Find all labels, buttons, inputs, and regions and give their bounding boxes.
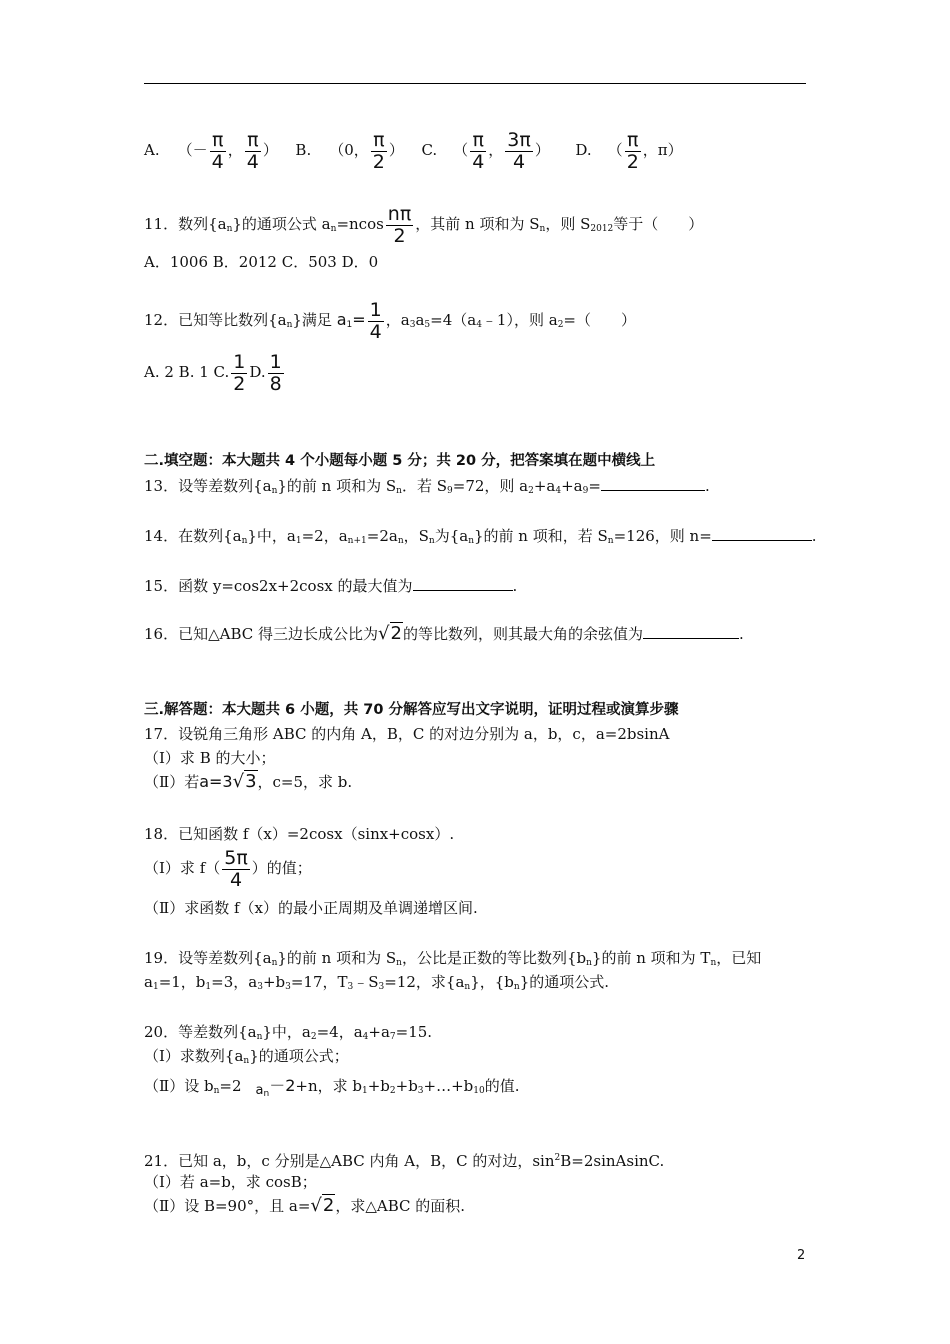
q21-stem: 21．已知 a，b，c 分别是△ABC 内角 A，B，C 的对边，$\sin^2B=2sinAsinC$. — [144, 1152, 665, 1170]
sqrt-symbol: √2 — [310, 1195, 335, 1216]
q20-part2: （Ⅱ）设 $b_n=2$ $a_n-2+n$，求 $b_1+b_2+b_3+\dots+b_{10}$的值. — [144, 1076, 520, 1099]
q14: 14．在数列$\{a_n\}$中，$a_1=2$，$a_{n+1}=2a_n$，$S_n$为$\{a_n\}$的前 n 项和，若 $S_n=126$，则 n= . — [144, 527, 817, 546]
q16-answer-blank[interactable] — [643, 624, 739, 639]
q11-stem: 11．数列$\{a_n\}$的通项公式 $a_n=ncos$ $\frac{n\pi}{2}$ ，其前 n 项和为 $S_n$，则 $S_{2012}$等于（ ） — [144, 202, 704, 247]
q20-part1: （Ⅰ）求数列$\{a_n\}$的通项公式； — [144, 1047, 349, 1066]
q19-line2: $a_1=1$，$b_1=3$，$a_3+b_3=17$，$T_3﹣S_3=12$，求$\{a_n\}$，$\{b_n\}$的通项公式. — [144, 973, 610, 992]
q10-option-c: C. （ $\frac{\pi}{4}$ ， $\frac{3\pi}{4}$ ） — [421, 128, 550, 173]
q17-part1: （Ⅰ）求 B 的大小； — [144, 749, 276, 767]
q21-part2: （Ⅱ）设 B=90°，且 a=√2，求△ABC 的面积. — [144, 1192, 465, 1220]
sqrt-symbol: √2 — [378, 623, 402, 644]
q20-stem: 20．等差数列$\{a_n\}$中，$a_2=4$，$a_4+a_7=15$. — [144, 1023, 433, 1042]
q18-part2: （Ⅱ）求函数 f（x）的最小正周期及单调递增区间. — [144, 899, 478, 917]
q15: 15．函数 y=cos2x+2cosx 的最大值为 . — [144, 577, 518, 595]
q10-option-b: B. （0， $\frac{\pi}{2}$ ） — [295, 128, 404, 173]
q13-answer-blank[interactable] — [601, 476, 705, 491]
section-2-title: 二.填空题：本大题共 4 个小题每小题 5 分；共 20 分，把答案填在题中横线上 — [144, 453, 656, 469]
q11-options: A．1006 B．2012 C．503 D．0 — [144, 253, 379, 271]
header-rule — [144, 83, 806, 84]
q11-fraction: $\frac{n\pi}{2}$ — [387, 202, 412, 247]
q10-option-a: A. （－ $\frac{\pi}{4}$ ， $\frac{\pi}{4}$ ） — [144, 128, 278, 173]
page-number: 2 — [797, 1248, 806, 1263]
q12-options: A. 2 B. 1 C. $\frac{1}{2}$ D. $\frac{1}{8}$ — [144, 350, 282, 395]
q17-part2: （Ⅱ）若a=3√3，c=5，求 b. — [144, 768, 352, 796]
q10-options — [144, 128, 683, 172]
q17-stem: 17．设锐角三角形 ABC 的内角 A，B，C 的对边分别为 a，b，c，a=2bsinA — [144, 725, 670, 743]
q12-a1-expression: $a_1=$ — [336, 310, 366, 330]
q19-line1: 19．设等差数列$\{a_n\}$的前 n 项和为 $S_n$，公比是正数的等比数列$\{b_n\}$的前 n 项和为 $T_n$，已知 — [144, 949, 762, 968]
q15-answer-blank[interactable] — [413, 576, 513, 591]
q18-part1: （Ⅰ）求 f（ $\frac{5\pi}{4}$ ）的值； — [144, 846, 312, 891]
q21-part1: （Ⅰ）若 a=b，求 cosB； — [144, 1173, 317, 1191]
sqrt-symbol: √3 — [232, 771, 257, 792]
q20-exponent: $a_n$ — [255, 1083, 270, 1099]
q16: 16．已知△ABC 得三边长成公比为√2的等比数列，则其最大角的余弦值为 . — [144, 620, 744, 648]
section-3-title: 三.解答题：本大题共 6 小题，共 70 分解答应写出文字说明，证明过程或演算步骤 — [144, 702, 679, 718]
q10-option-d: D. （ $\frac{\pi}{2}$ ，π） — [575, 128, 683, 173]
q13: 13．设等差数列$\{a_n\}$的前 n 项和为 $S_n$．若 $S_9=72$，则 $a_2+a_4+a_9=$ . — [144, 477, 710, 496]
q12-stem: 12．已知等比数列$\{a_n\}$满足 $a_1=$ $\frac{1}{4}$ ，$a_3a_5=4(a_4﹣1)$，则 $a_2=$（ ） — [144, 298, 636, 343]
q14-answer-blank[interactable] — [712, 526, 812, 541]
q18-stem: 18．已知函数 f（x）=2cosx（sinx+cosx）. — [144, 825, 455, 843]
